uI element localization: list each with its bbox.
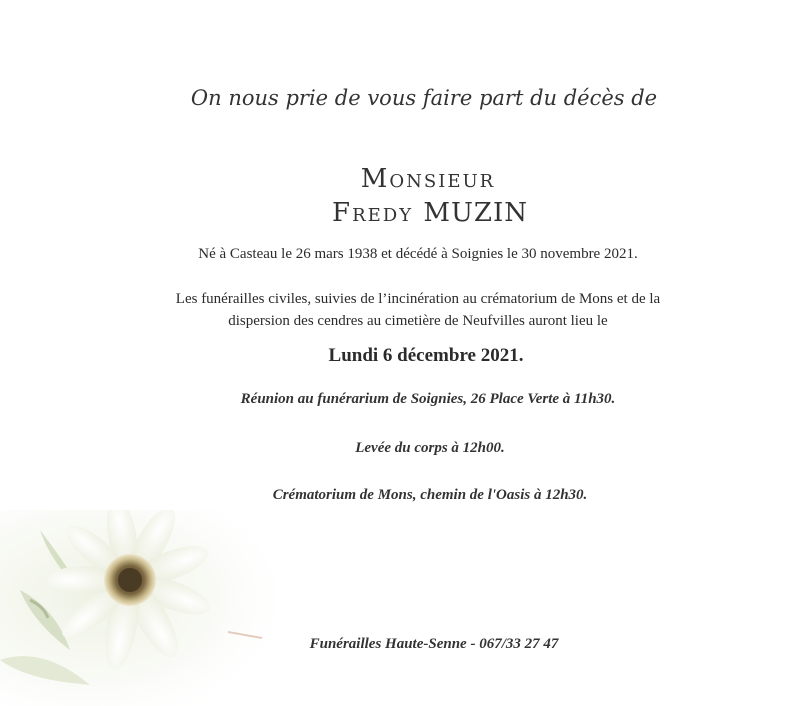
funeral-home-contact: Funérailles Haute-Senne - 067/33 27 47	[309, 636, 559, 652]
last-name: MUZIN	[423, 198, 528, 228]
first-name: Fredy	[332, 198, 414, 228]
event-crematorium: Crématorium de Mons, chemin de l'Oasis à 12h30.	[272, 487, 588, 503]
flower-illustration	[0, 510, 300, 706]
funeral-info-line-1: Les funérailles civiles, suivies de l’incinération au crématorium de Mons et de la	[175, 291, 661, 307]
birth-death-info: Né à Casteau le 26 mars 1938 et décédé à Soignies le 30 novembre 2021.	[198, 246, 638, 262]
funeral-info	[18, 288, 800, 332]
funeral-info-line-2: dispersion des cendres au cimetière de Neufvilles auront lieu le	[228, 313, 608, 329]
funeral-date: Lundi 6 décembre 2021.	[328, 345, 524, 366]
event-gathering: Réunion au funérarium de Soignies, 26 Place Verte à 11h30.	[240, 391, 616, 407]
honorific: Monsieur	[360, 164, 496, 194]
deceased-name	[30, 198, 800, 228]
event-departure: Levée du corps à 12h00.	[355, 440, 505, 456]
announcement-intro: On nous prie de vous faire part du décès de	[190, 86, 658, 110]
